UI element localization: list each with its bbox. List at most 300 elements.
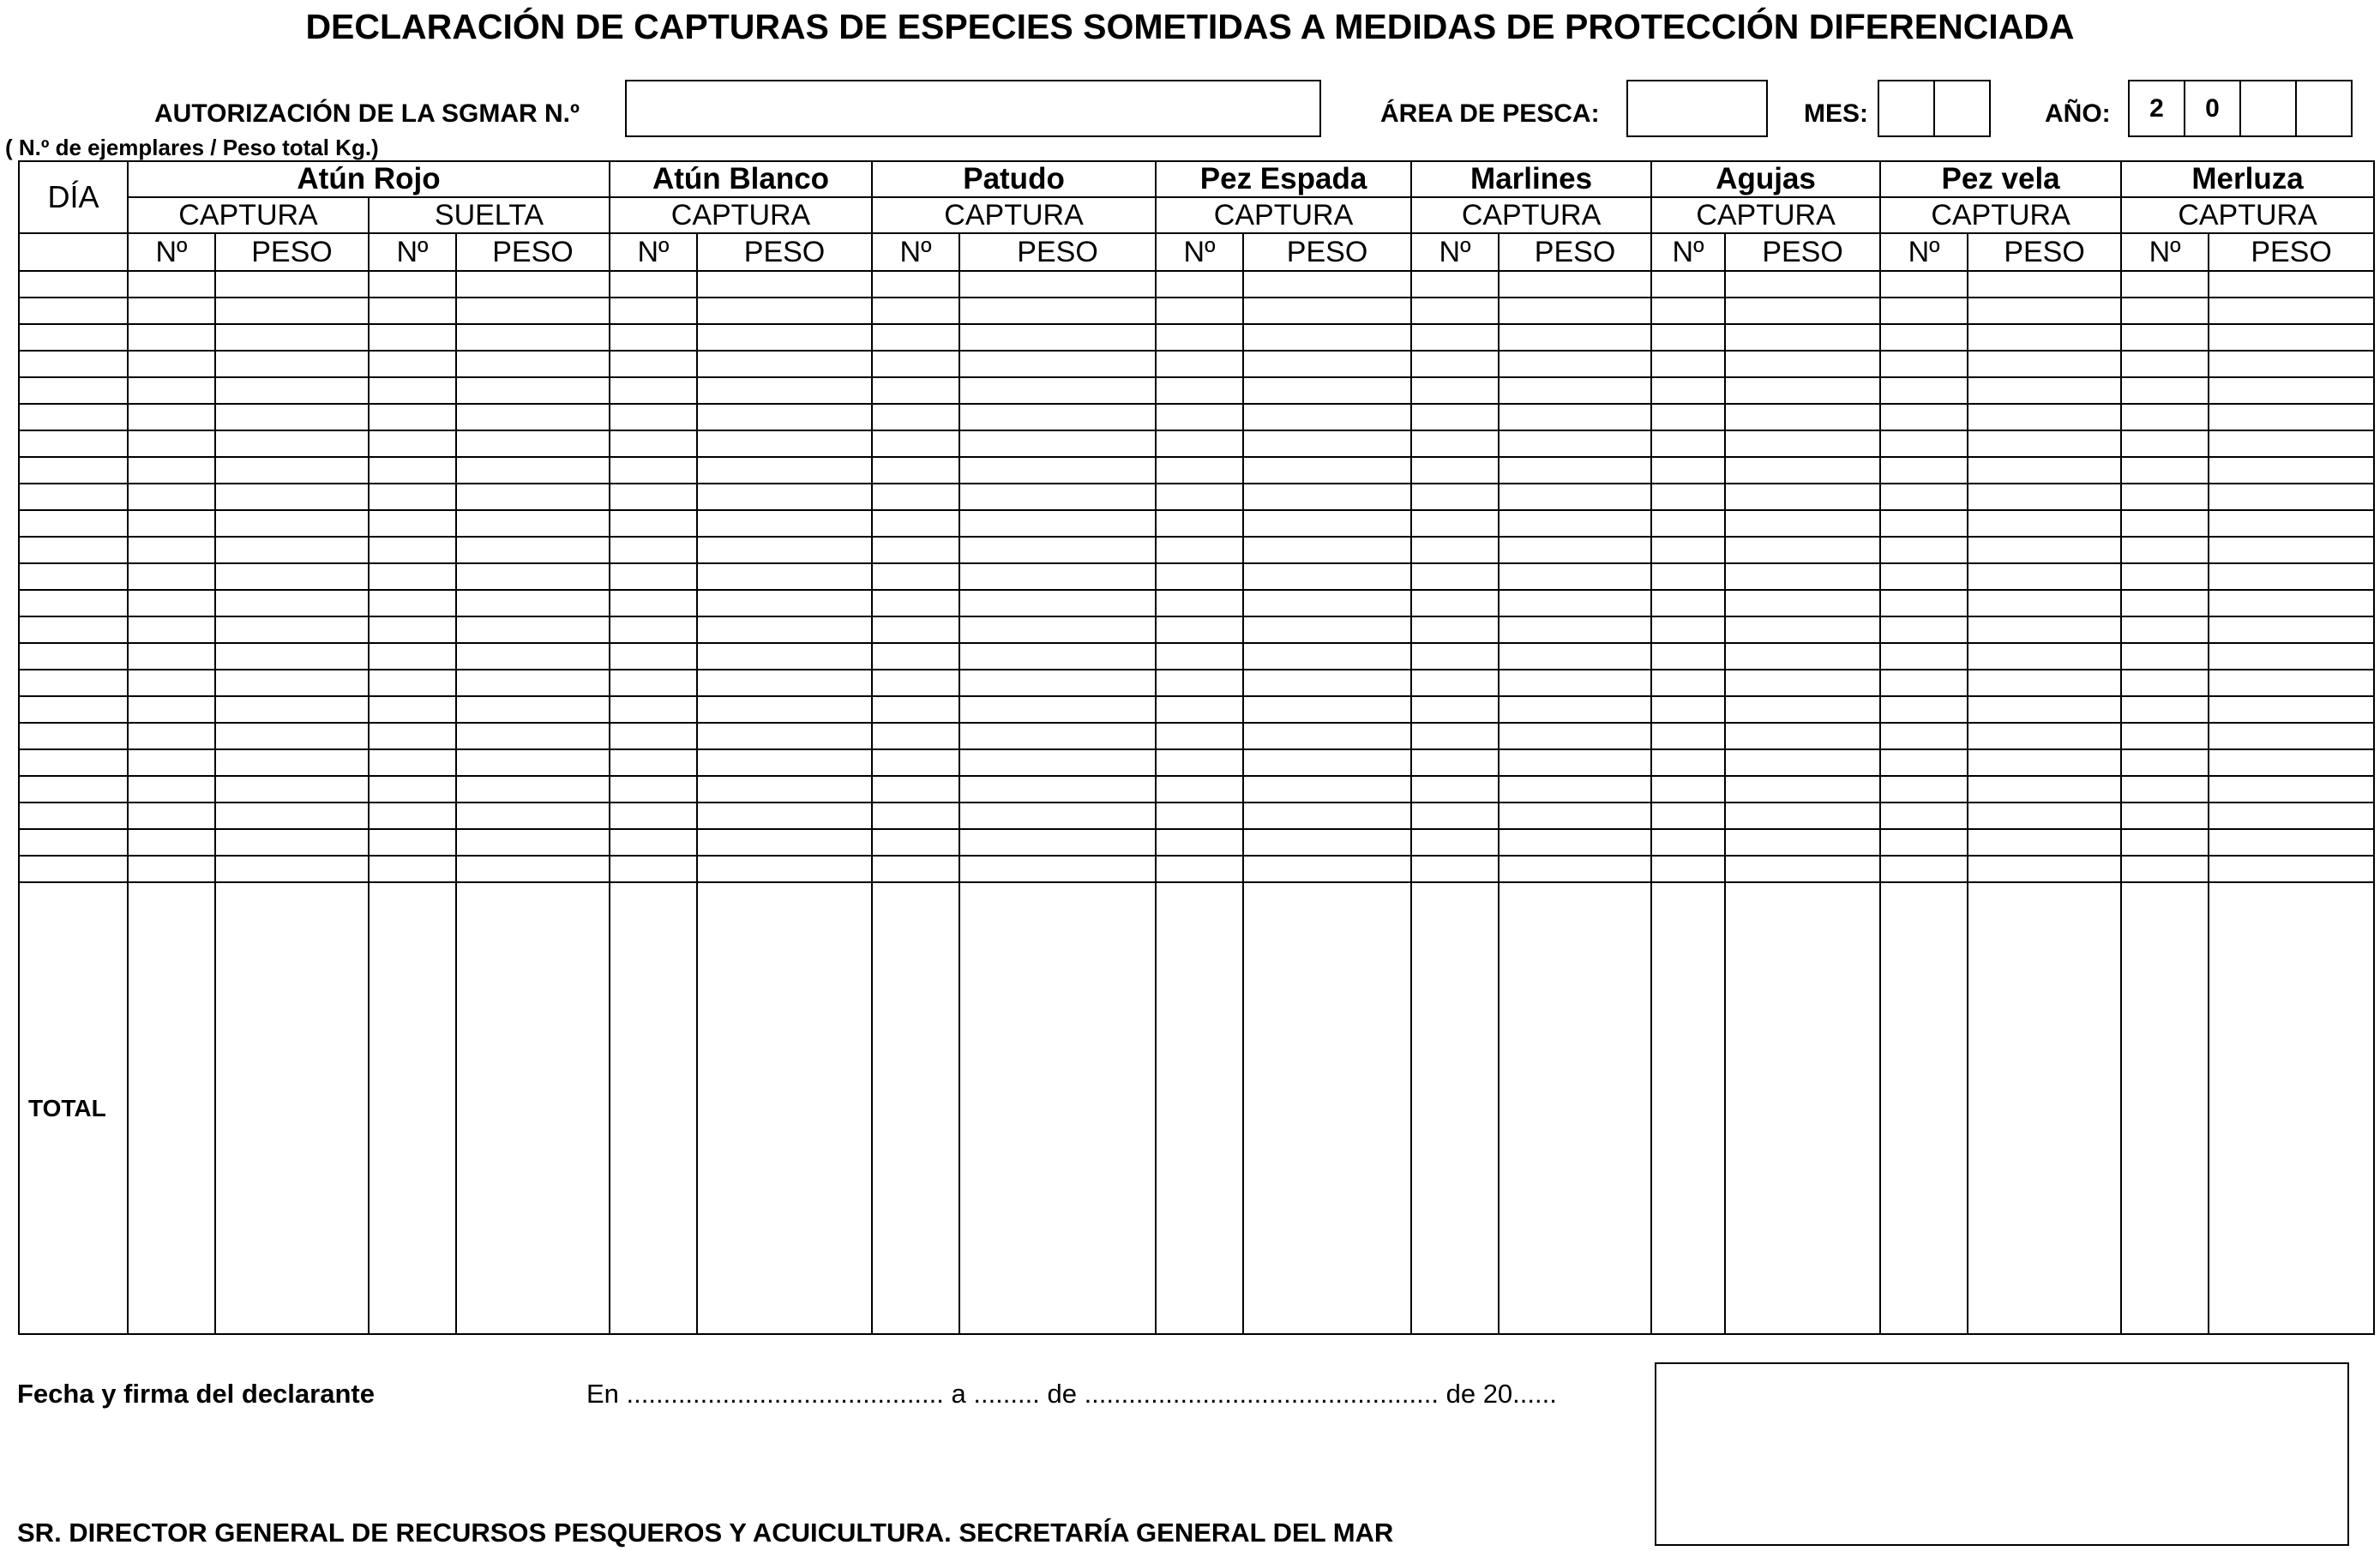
number-cell[interactable] — [1411, 670, 1499, 696]
number-cell[interactable] — [1880, 723, 1968, 749]
number-cell[interactable] — [369, 457, 456, 484]
weight-cell[interactable] — [1243, 351, 1411, 377]
weight-cell[interactable] — [456, 510, 610, 537]
number-cell[interactable] — [1651, 510, 1725, 537]
number-cell[interactable] — [610, 351, 697, 377]
weight-cell[interactable] — [1243, 670, 1411, 696]
weight-cell[interactable] — [1499, 484, 1651, 510]
number-cell[interactable] — [1411, 643, 1499, 670]
weight-cell[interactable] — [1499, 563, 1651, 590]
weight-cell[interactable] — [959, 457, 1156, 484]
number-cell[interactable] — [610, 271, 697, 298]
weight-cell[interactable] — [1499, 803, 1651, 829]
weight-cell[interactable] — [1725, 882, 1880, 1334]
weight-cell[interactable] — [1725, 643, 1880, 670]
number-cell[interactable] — [1880, 377, 1968, 404]
day-cell[interactable] — [19, 324, 128, 351]
weight-cell[interactable] — [1725, 430, 1880, 457]
number-cell[interactable] — [1880, 749, 1968, 776]
number-cell[interactable] — [128, 430, 215, 457]
number-cell[interactable] — [610, 749, 697, 776]
day-cell[interactable] — [19, 377, 128, 404]
number-cell[interactable] — [1880, 430, 1968, 457]
number-cell[interactable] — [1156, 696, 1243, 723]
number-cell[interactable] — [610, 298, 697, 324]
weight-cell[interactable] — [215, 882, 369, 1334]
number-cell[interactable] — [2121, 430, 2209, 457]
number-cell[interactable] — [610, 377, 697, 404]
number-cell[interactable] — [1156, 298, 1243, 324]
number-cell[interactable] — [610, 484, 697, 510]
weight-cell[interactable] — [456, 829, 610, 856]
number-cell[interactable] — [2121, 882, 2209, 1334]
weight-cell[interactable] — [2209, 271, 2374, 298]
number-cell[interactable] — [1880, 510, 1968, 537]
weight-cell[interactable] — [215, 324, 369, 351]
number-cell[interactable] — [128, 324, 215, 351]
weight-cell[interactable] — [1968, 484, 2121, 510]
weight-cell[interactable] — [697, 563, 872, 590]
weight-cell[interactable] — [1499, 749, 1651, 776]
weight-cell[interactable] — [2209, 298, 2374, 324]
weight-cell[interactable] — [2209, 803, 2374, 829]
number-cell[interactable] — [1411, 324, 1499, 351]
weight-cell[interactable] — [2209, 351, 2374, 377]
number-cell[interactable] — [1651, 351, 1725, 377]
number-cell[interactable] — [1156, 803, 1243, 829]
number-cell[interactable] — [610, 430, 697, 457]
weight-cell[interactable] — [456, 430, 610, 457]
weight-cell[interactable] — [2209, 563, 2374, 590]
weight-cell[interactable] — [215, 803, 369, 829]
number-cell[interactable] — [1651, 803, 1725, 829]
weight-cell[interactable] — [2209, 457, 2374, 484]
weight-cell[interactable] — [1243, 377, 1411, 404]
weight-cell[interactable] — [1968, 324, 2121, 351]
number-cell[interactable] — [1411, 829, 1499, 856]
weight-cell[interactable] — [1968, 616, 2121, 643]
weight-cell[interactable] — [2209, 537, 2374, 563]
weight-cell[interactable] — [1725, 484, 1880, 510]
number-cell[interactable] — [610, 856, 697, 882]
weight-cell[interactable] — [1499, 856, 1651, 882]
weight-cell[interactable] — [2209, 324, 2374, 351]
weight-cell[interactable] — [959, 829, 1156, 856]
number-cell[interactable] — [2121, 298, 2209, 324]
number-cell[interactable] — [872, 537, 959, 563]
number-cell[interactable] — [2121, 271, 2209, 298]
number-cell[interactable] — [872, 643, 959, 670]
month-digit-2[interactable] — [1935, 81, 1989, 135]
number-cell[interactable] — [872, 484, 959, 510]
number-cell[interactable] — [1651, 430, 1725, 457]
weight-cell[interactable] — [215, 351, 369, 377]
number-cell[interactable] — [1411, 351, 1499, 377]
weight-cell[interactable] — [697, 271, 872, 298]
day-cell[interactable] — [19, 457, 128, 484]
day-cell[interactable] — [19, 856, 128, 882]
number-cell[interactable] — [1156, 324, 1243, 351]
weight-cell[interactable] — [697, 298, 872, 324]
number-cell[interactable] — [128, 723, 215, 749]
number-cell[interactable] — [1411, 882, 1499, 1334]
signature-box[interactable] — [1655, 1362, 2349, 1546]
day-cell[interactable] — [19, 696, 128, 723]
weight-cell[interactable] — [456, 696, 610, 723]
number-cell[interactable] — [610, 324, 697, 351]
number-cell[interactable] — [128, 377, 215, 404]
number-cell[interactable] — [872, 776, 959, 803]
number-cell[interactable] — [1156, 829, 1243, 856]
weight-cell[interactable] — [959, 563, 1156, 590]
weight-cell[interactable] — [1968, 430, 2121, 457]
number-cell[interactable] — [1156, 537, 1243, 563]
weight-cell[interactable] — [1499, 377, 1651, 404]
day-cell[interactable] — [19, 404, 128, 430]
number-cell[interactable] — [1411, 457, 1499, 484]
number-cell[interactable] — [1651, 829, 1725, 856]
number-cell[interactable] — [1880, 882, 1968, 1334]
day-cell[interactable] — [19, 563, 128, 590]
weight-cell[interactable] — [1725, 803, 1880, 829]
day-cell[interactable] — [19, 430, 128, 457]
weight-cell[interactable] — [697, 377, 872, 404]
number-cell[interactable] — [2121, 803, 2209, 829]
number-cell[interactable] — [2121, 590, 2209, 616]
weight-cell[interactable] — [959, 856, 1156, 882]
weight-cell[interactable] — [215, 510, 369, 537]
weight-cell[interactable] — [1243, 803, 1411, 829]
weight-cell[interactable] — [2209, 696, 2374, 723]
number-cell[interactable] — [610, 829, 697, 856]
weight-cell[interactable] — [1725, 590, 1880, 616]
weight-cell[interactable] — [456, 457, 610, 484]
authorization-number-field[interactable] — [625, 80, 1321, 137]
year-digit-1[interactable]: 2 — [2130, 81, 2185, 135]
number-cell[interactable] — [2121, 616, 2209, 643]
weight-cell[interactable] — [697, 749, 872, 776]
weight-cell[interactable] — [1499, 430, 1651, 457]
number-cell[interactable] — [872, 616, 959, 643]
number-cell[interactable] — [610, 643, 697, 670]
weight-cell[interactable] — [1499, 271, 1651, 298]
number-cell[interactable] — [128, 537, 215, 563]
weight-cell[interactable] — [697, 404, 872, 430]
weight-cell[interactable] — [2209, 749, 2374, 776]
number-cell[interactable] — [128, 749, 215, 776]
number-cell[interactable] — [1651, 856, 1725, 882]
number-cell[interactable] — [872, 351, 959, 377]
weight-cell[interactable] — [2209, 404, 2374, 430]
number-cell[interactable] — [1156, 457, 1243, 484]
number-cell[interactable] — [128, 457, 215, 484]
number-cell[interactable] — [1651, 670, 1725, 696]
number-cell[interactable] — [1651, 404, 1725, 430]
weight-cell[interactable] — [1725, 298, 1880, 324]
weight-cell[interactable] — [456, 776, 610, 803]
number-cell[interactable] — [2121, 537, 2209, 563]
weight-cell[interactable] — [215, 749, 369, 776]
weight-cell[interactable] — [959, 537, 1156, 563]
weight-cell[interactable] — [959, 298, 1156, 324]
day-cell[interactable] — [19, 616, 128, 643]
number-cell[interactable] — [1156, 377, 1243, 404]
number-cell[interactable] — [872, 829, 959, 856]
weight-cell[interactable] — [215, 776, 369, 803]
weight-cell[interactable] — [959, 776, 1156, 803]
number-cell[interactable] — [2121, 563, 2209, 590]
number-cell[interactable] — [1411, 271, 1499, 298]
number-cell[interactable] — [872, 856, 959, 882]
weight-cell[interactable] — [1499, 829, 1651, 856]
weight-cell[interactable] — [1725, 696, 1880, 723]
number-cell[interactable] — [1880, 563, 1968, 590]
day-cell[interactable] — [19, 351, 128, 377]
day-cell[interactable] — [19, 590, 128, 616]
number-cell[interactable] — [128, 271, 215, 298]
number-cell[interactable] — [1156, 856, 1243, 882]
weight-cell[interactable] — [1499, 776, 1651, 803]
weight-cell[interactable] — [456, 723, 610, 749]
day-cell[interactable] — [19, 484, 128, 510]
weight-cell[interactable] — [1243, 537, 1411, 563]
number-cell[interactable] — [369, 670, 456, 696]
number-cell[interactable] — [610, 537, 697, 563]
number-cell[interactable] — [1156, 484, 1243, 510]
weight-cell[interactable] — [1499, 324, 1651, 351]
number-cell[interactable] — [369, 723, 456, 749]
day-cell[interactable] — [19, 670, 128, 696]
number-cell[interactable] — [872, 670, 959, 696]
weight-cell[interactable] — [959, 670, 1156, 696]
weight-cell[interactable] — [959, 723, 1156, 749]
weight-cell[interactable] — [215, 430, 369, 457]
number-cell[interactable] — [128, 616, 215, 643]
day-cell[interactable] — [19, 723, 128, 749]
weight-cell[interactable] — [456, 563, 610, 590]
number-cell[interactable] — [1411, 298, 1499, 324]
number-cell[interactable] — [369, 696, 456, 723]
weight-cell[interactable] — [697, 590, 872, 616]
weight-cell[interactable] — [1499, 510, 1651, 537]
weight-cell[interactable] — [959, 510, 1156, 537]
weight-cell[interactable] — [215, 271, 369, 298]
number-cell[interactable] — [128, 882, 215, 1334]
number-cell[interactable] — [1880, 776, 1968, 803]
weight-cell[interactable] — [1968, 856, 2121, 882]
weight-cell[interactable] — [697, 829, 872, 856]
number-cell[interactable] — [1651, 377, 1725, 404]
number-cell[interactable] — [1411, 696, 1499, 723]
number-cell[interactable] — [369, 271, 456, 298]
weight-cell[interactable] — [456, 616, 610, 643]
weight-cell[interactable] — [1243, 776, 1411, 803]
weight-cell[interactable] — [697, 643, 872, 670]
weight-cell[interactable] — [1499, 643, 1651, 670]
weight-cell[interactable] — [697, 324, 872, 351]
number-cell[interactable] — [1156, 404, 1243, 430]
number-cell[interactable] — [1156, 351, 1243, 377]
weight-cell[interactable] — [215, 829, 369, 856]
weight-cell[interactable] — [456, 856, 610, 882]
weight-cell[interactable] — [959, 749, 1156, 776]
number-cell[interactable] — [128, 484, 215, 510]
weight-cell[interactable] — [1499, 616, 1651, 643]
number-cell[interactable] — [369, 351, 456, 377]
weight-cell[interactable] — [959, 324, 1156, 351]
weight-cell[interactable] — [959, 430, 1156, 457]
weight-cell[interactable] — [1499, 351, 1651, 377]
weight-cell[interactable] — [1968, 457, 2121, 484]
weight-cell[interactable] — [1968, 696, 2121, 723]
weight-cell[interactable] — [2209, 590, 2374, 616]
weight-cell[interactable] — [215, 723, 369, 749]
number-cell[interactable] — [1651, 643, 1725, 670]
weight-cell[interactable] — [697, 776, 872, 803]
number-cell[interactable] — [1411, 776, 1499, 803]
weight-cell[interactable] — [1243, 696, 1411, 723]
number-cell[interactable] — [128, 696, 215, 723]
number-cell[interactable] — [369, 430, 456, 457]
weight-cell[interactable] — [2209, 776, 2374, 803]
number-cell[interactable] — [1156, 271, 1243, 298]
number-cell[interactable] — [1411, 484, 1499, 510]
weight-cell[interactable] — [959, 696, 1156, 723]
weight-cell[interactable] — [1243, 563, 1411, 590]
number-cell[interactable] — [1156, 670, 1243, 696]
weight-cell[interactable] — [1243, 643, 1411, 670]
weight-cell[interactable] — [1968, 643, 2121, 670]
weight-cell[interactable] — [959, 377, 1156, 404]
weight-cell[interactable] — [215, 643, 369, 670]
weight-cell[interactable] — [959, 484, 1156, 510]
number-cell[interactable] — [1880, 616, 1968, 643]
number-cell[interactable] — [2121, 670, 2209, 696]
number-cell[interactable] — [1411, 590, 1499, 616]
weight-cell[interactable] — [697, 803, 872, 829]
number-cell[interactable] — [1880, 404, 1968, 430]
number-cell[interactable] — [369, 404, 456, 430]
weight-cell[interactable] — [697, 484, 872, 510]
number-cell[interactable] — [872, 510, 959, 537]
weight-cell[interactable] — [1243, 457, 1411, 484]
number-cell[interactable] — [369, 510, 456, 537]
weight-cell[interactable] — [1968, 776, 2121, 803]
weight-cell[interactable] — [697, 351, 872, 377]
number-cell[interactable] — [128, 590, 215, 616]
weight-cell[interactable] — [456, 749, 610, 776]
number-cell[interactable] — [1651, 324, 1725, 351]
weight-cell[interactable] — [215, 590, 369, 616]
weight-cell[interactable] — [959, 590, 1156, 616]
number-cell[interactable] — [1651, 457, 1725, 484]
number-cell[interactable] — [369, 749, 456, 776]
weight-cell[interactable] — [1725, 749, 1880, 776]
weight-cell[interactable] — [959, 643, 1156, 670]
number-cell[interactable] — [1156, 590, 1243, 616]
day-cell[interactable] — [19, 776, 128, 803]
weight-cell[interactable] — [2209, 829, 2374, 856]
weight-cell[interactable] — [1243, 404, 1411, 430]
number-cell[interactable] — [1156, 616, 1243, 643]
number-cell[interactable] — [1411, 404, 1499, 430]
number-cell[interactable] — [1411, 856, 1499, 882]
number-cell[interactable] — [128, 643, 215, 670]
weight-cell[interactable] — [456, 298, 610, 324]
number-cell[interactable] — [1651, 696, 1725, 723]
weight-cell[interactable] — [456, 484, 610, 510]
weight-cell[interactable] — [456, 324, 610, 351]
number-cell[interactable] — [1651, 484, 1725, 510]
number-cell[interactable] — [1156, 723, 1243, 749]
number-cell[interactable] — [610, 510, 697, 537]
number-cell[interactable] — [2121, 324, 2209, 351]
number-cell[interactable] — [128, 510, 215, 537]
number-cell[interactable] — [610, 404, 697, 430]
weight-cell[interactable] — [1968, 749, 2121, 776]
number-cell[interactable] — [1411, 616, 1499, 643]
weight-cell[interactable] — [1725, 856, 1880, 882]
weight-cell[interactable] — [456, 643, 610, 670]
number-cell[interactable] — [1156, 643, 1243, 670]
weight-cell[interactable] — [456, 590, 610, 616]
number-cell[interactable] — [872, 590, 959, 616]
number-cell[interactable] — [610, 776, 697, 803]
weight-cell[interactable] — [1243, 829, 1411, 856]
number-cell[interactable] — [1651, 537, 1725, 563]
number-cell[interactable] — [2121, 696, 2209, 723]
weight-cell[interactable] — [1243, 723, 1411, 749]
weight-cell[interactable] — [1499, 457, 1651, 484]
weight-cell[interactable] — [2209, 510, 2374, 537]
number-cell[interactable] — [2121, 776, 2209, 803]
number-cell[interactable] — [872, 696, 959, 723]
number-cell[interactable] — [1651, 271, 1725, 298]
weight-cell[interactable] — [1968, 537, 2121, 563]
number-cell[interactable] — [369, 803, 456, 829]
number-cell[interactable] — [369, 882, 456, 1334]
day-cell[interactable] — [19, 271, 128, 298]
weight-cell[interactable] — [215, 856, 369, 882]
number-cell[interactable] — [1156, 776, 1243, 803]
weight-cell[interactable] — [1499, 298, 1651, 324]
number-cell[interactable] — [1880, 271, 1968, 298]
weight-cell[interactable] — [1968, 803, 2121, 829]
number-cell[interactable] — [1880, 484, 1968, 510]
weight-cell[interactable] — [1725, 404, 1880, 430]
number-cell[interactable] — [1651, 723, 1725, 749]
number-cell[interactable] — [1156, 882, 1243, 1334]
number-cell[interactable] — [872, 430, 959, 457]
weight-cell[interactable] — [456, 271, 610, 298]
weight-cell[interactable] — [959, 882, 1156, 1334]
number-cell[interactable] — [1880, 351, 1968, 377]
number-cell[interactable] — [1651, 590, 1725, 616]
number-cell[interactable] — [1156, 510, 1243, 537]
number-cell[interactable] — [1651, 749, 1725, 776]
number-cell[interactable] — [872, 882, 959, 1334]
number-cell[interactable] — [369, 324, 456, 351]
number-cell[interactable] — [610, 563, 697, 590]
weight-cell[interactable] — [2209, 430, 2374, 457]
year-digit-3[interactable] — [2241, 81, 2297, 135]
weight-cell[interactable] — [1243, 510, 1411, 537]
weight-cell[interactable] — [1725, 457, 1880, 484]
weight-cell[interactable] — [697, 537, 872, 563]
number-cell[interactable] — [1411, 537, 1499, 563]
day-cell[interactable] — [19, 829, 128, 856]
number-cell[interactable] — [872, 271, 959, 298]
